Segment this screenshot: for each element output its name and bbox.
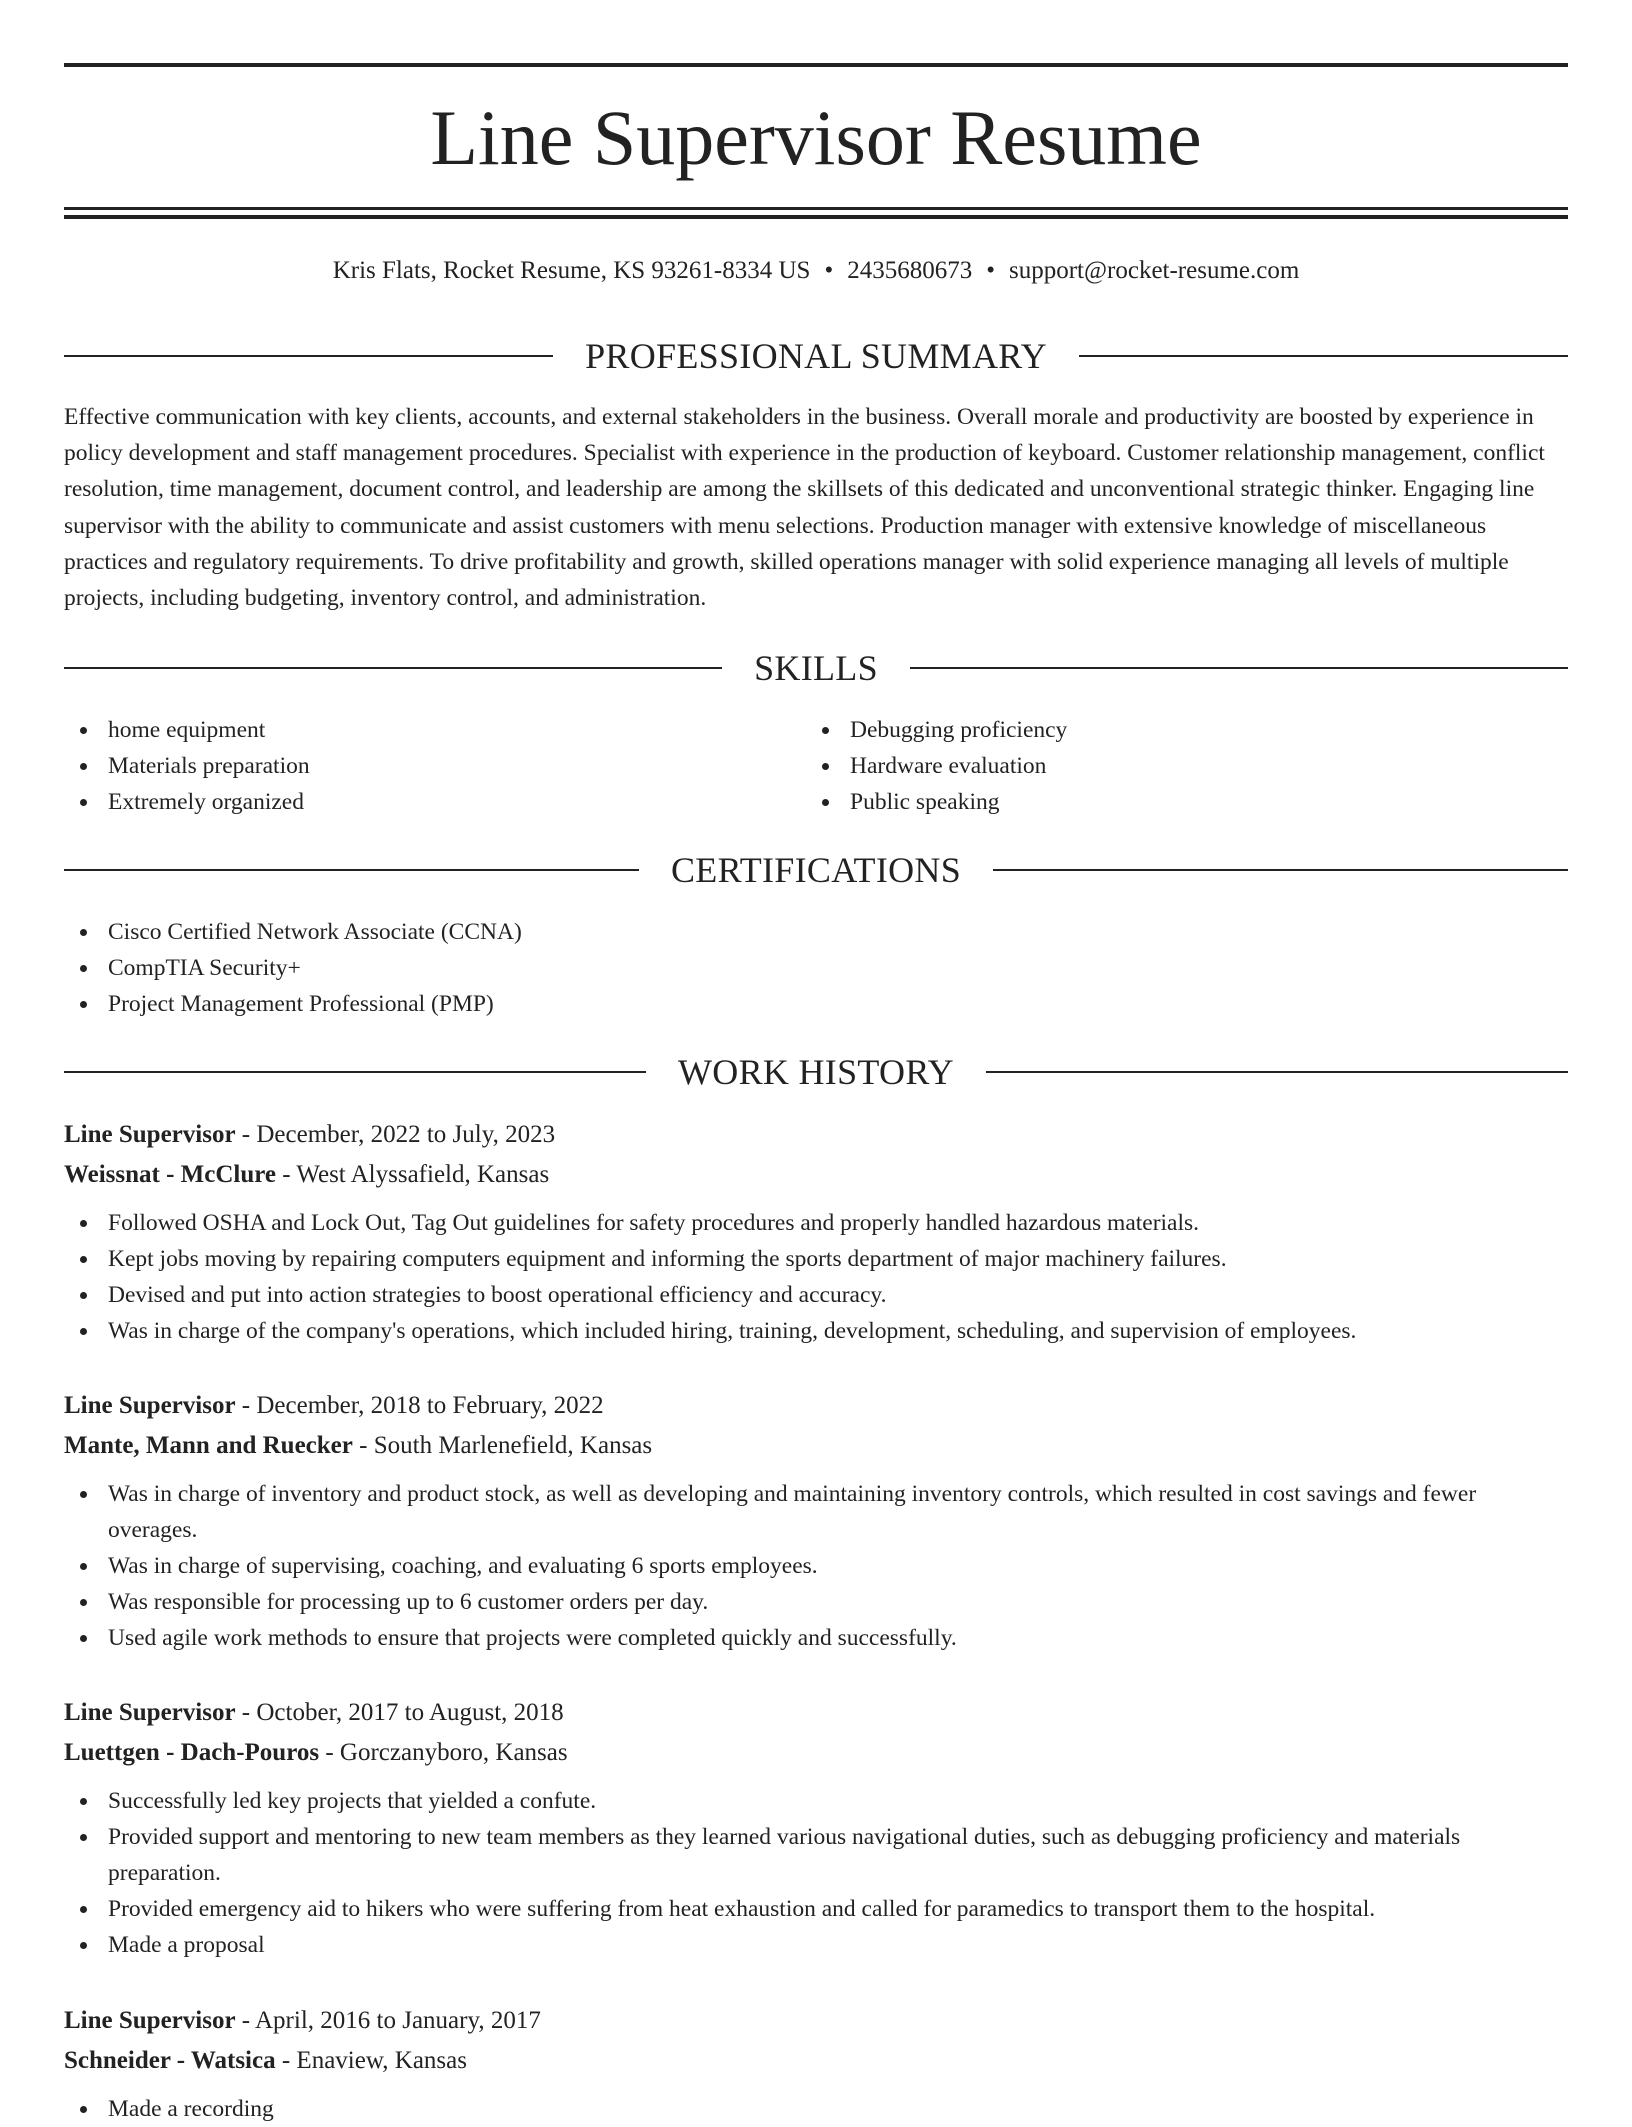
job-company: Luettgen - Dach-Pouros <box>64 1739 320 1766</box>
job-role-line <box>64 1693 1568 1733</box>
job-bullet: Made a proposal <box>64 1927 1568 1963</box>
job-company: Schneider - Watsica <box>64 2047 276 2074</box>
job-bullet: Was in charge of supervising, coaching, and evaluating 6 sports employees. <box>64 1548 1568 1584</box>
job-bullets <box>64 1205 1568 1349</box>
header-rule <box>1079 355 1568 357</box>
job-title: Line Supervisor <box>64 1699 236 1726</box>
job-title: Line Supervisor <box>64 2007 236 2034</box>
header-rule <box>64 869 639 871</box>
contact-address: Kris Flats, Rocket Resume, KS 93261-8334 US <box>332 257 811 284</box>
job-company-line <box>64 1426 1568 1466</box>
job-dates: - April, 2016 to January, 2017 <box>235 2007 541 2034</box>
contact-phone: 2435680673 <box>847 257 973 284</box>
header-rule <box>64 667 722 669</box>
job-company: Weissnat - McClure <box>64 1161 277 1188</box>
job-bullet: Was in charge of inventory and product stock, as well as developing and maintaining inventory controls, which resulted in cost savings and fewer overages. <box>64 1476 1568 1548</box>
skills-section-header <box>64 646 1568 690</box>
header-rule <box>910 667 1568 669</box>
job-location: - Enaview, Kansas <box>275 2047 467 2074</box>
contact-line <box>64 254 1568 288</box>
job-entry <box>64 2001 1568 2127</box>
skills-column-left <box>64 712 806 820</box>
skill-item: Debugging proficiency <box>806 712 1548 748</box>
job-bullet: Successfully led key projects that yielded a confute. <box>64 1783 1568 1819</box>
job-bullet: Devised and put into action strategies to boost operational efficiency and accuracy. <box>64 1277 1568 1313</box>
job-location: - South Marlenefield, Kansas <box>352 1432 653 1459</box>
job-company: Mante, Mann and Ruecker <box>64 1432 353 1459</box>
job-role-line <box>64 1115 1568 1155</box>
double-rule-upper <box>64 207 1568 210</box>
certifications-section-header <box>64 848 1568 892</box>
header-rule <box>64 1071 646 1073</box>
work-history-section-header <box>64 1050 1568 1094</box>
job-bullet: Followed OSHA and Lock Out, Tag Out guidelines for safety procedures and properly handled hazardous materials. <box>64 1205 1568 1241</box>
job-bullets <box>64 1783 1568 1963</box>
job-title: Line Supervisor <box>64 1392 236 1419</box>
header-rule <box>986 1071 1568 1073</box>
section-title: PROFESSIONAL SUMMARY <box>585 336 1047 376</box>
job-bullets <box>64 1476 1568 1656</box>
contact-email: support@rocket-resume.com <box>1009 257 1300 284</box>
summary-text: Effective communication with key clients, accounts, and external stakeholders in the business. Overall morale and productivity are boosted by experience in policy development and staff management procedures. Specialist with experience in the production of keyboard. Customer relationship management, conflict resolution, time management, document control, and leadership are among the skillsets of this dedicated and unconventional strategic thinker. Engaging line supervisor with the ability to communicate and assist customers with menu selections. Production manager with extensive knowledge of miscellaneous practices and regulatory requirements. To drive profitability and growth, skilled operations manager with solid experience managing all levels of multiple projects, including budgeting, inventory control, and administration. <box>64 404 1545 612</box>
job-dates: - October, 2017 to August, 2018 <box>235 1699 564 1726</box>
job-location: - West Alyssafield, Kansas <box>276 1161 550 1188</box>
job-bullet: Provided emergency aid to hikers who were suffering from heat exhaustion and called for paramedics to transport them to the hospital. <box>64 1891 1568 1927</box>
job-entry <box>64 1115 1568 1349</box>
contact-separator: • <box>824 257 834 284</box>
job-bullet: Made a recording <box>64 2091 1568 2127</box>
certification-item: Cisco Certified Network Associate (CCNA) <box>64 914 1568 950</box>
skill-item: Extremely organized <box>64 784 806 820</box>
double-rule-lower <box>64 215 1568 219</box>
job-bullet: Was in charge of the company's operations, which included hiring, training, development, scheduling, and supervision of employees. <box>64 1313 1568 1349</box>
job-entry <box>64 1693 1568 1963</box>
job-title: Line Supervisor <box>64 1121 236 1148</box>
certification-item: Project Management Professional (PMP) <box>64 986 1568 1022</box>
job-company-line <box>64 1155 1568 1195</box>
contact-separator: • <box>986 257 995 284</box>
job-bullet: Kept jobs moving by repairing computers equipment and informing the sports department of major machinery failures. <box>64 1241 1568 1277</box>
job-location: - Gorczanyboro, Kansas <box>319 1739 568 1766</box>
skills-column-right <box>806 712 1548 820</box>
section-title: WORK HISTORY <box>678 1052 954 1092</box>
section-title: CERTIFICATIONS <box>670 850 962 890</box>
certifications-list <box>64 914 1568 1022</box>
job-dates: - December, 2018 to February, 2022 <box>235 1392 604 1419</box>
top-rule <box>64 63 1568 67</box>
skill-item: home equipment <box>64 712 806 748</box>
certification-item: CompTIA Security+ <box>64 950 1568 986</box>
skills-list <box>64 712 1568 820</box>
job-company-line <box>64 1733 1568 1773</box>
header-rule <box>64 355 553 357</box>
job-bullet: Provided support and mentoring to new team members as they learned various navigational duties, such as debugging proficiency and materials preparation. <box>64 1819 1568 1891</box>
job-dates: - December, 2022 to July, 2023 <box>235 1121 556 1148</box>
job-entry <box>64 1386 1568 1656</box>
job-role-line <box>64 1386 1568 1426</box>
resume-title: Line Supervisor Resume <box>430 94 1202 181</box>
job-bullet: Was responsible for processing up to 6 customer orders per day. <box>64 1584 1568 1620</box>
job-company-line <box>64 2041 1568 2081</box>
skill-item: Hardware evaluation <box>806 748 1548 784</box>
section-title: SKILLS <box>754 648 878 688</box>
skill-item: Public speaking <box>806 784 1548 820</box>
job-bullet: Used agile work methods to ensure that projects were completed quickly and successfully. <box>64 1620 1568 1656</box>
job-role-line <box>64 2001 1568 2041</box>
job-bullets <box>64 2091 1568 2127</box>
skill-item: Materials preparation <box>64 748 806 784</box>
summary-section-header <box>64 334 1568 378</box>
header-rule <box>993 869 1568 871</box>
